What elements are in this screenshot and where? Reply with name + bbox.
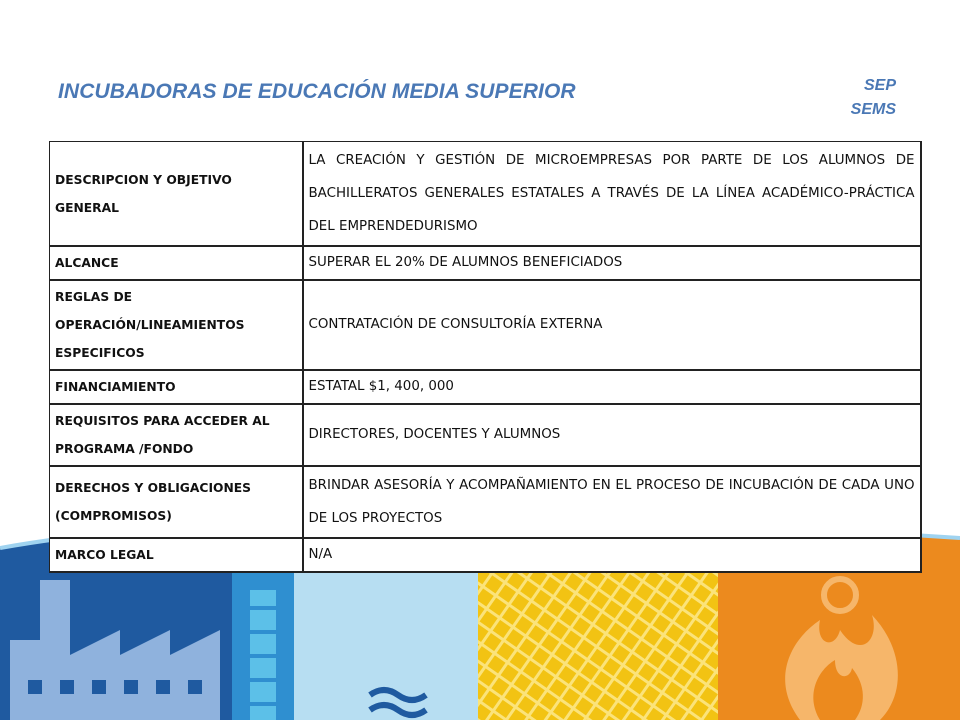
table-row (50, 404, 921, 466)
table-row (50, 280, 921, 370)
table-row (50, 466, 921, 538)
table-row (50, 142, 921, 247)
page-title: INCUBADORAS DE EDUCACIÓN MEDIA SUPERIOR (58, 80, 576, 103)
row-label: FINANCIAMIENTO (50, 370, 303, 404)
org-label (851, 74, 896, 122)
row-label: ALCANCE (50, 246, 303, 280)
row-label: DESCRIPCION Y OBJETIVO GENERAL (50, 142, 303, 247)
row-value: SUPERAR EL 20% DE ALUMNOS BENEFICIADOS (303, 246, 921, 280)
row-value: N/A (303, 538, 921, 572)
row-label: MARCO LEGAL (50, 538, 303, 572)
program-info-table (49, 141, 922, 573)
table-row (50, 370, 921, 404)
row-label: REQUISITOS PARA ACCEDER AL PROGRAMA /FONDO (50, 404, 303, 466)
row-value: DIRECTORES, DOCENTES Y ALUMNOS (303, 404, 921, 466)
table-row (50, 246, 921, 280)
row-label: REGLAS DE OPERACIÓN/LINEAMIENTOS ESPECIFICOS (50, 280, 303, 370)
row-value: CONTRATACIÓN DE CONSULTORÍA EXTERNA (303, 280, 921, 370)
row-value: BRINDAR ASESORÍA Y ACOMPAÑAMIENTO EN EL PROCESO DE INCUBACIÓN DE CADA UNO DE LOS PROYECTOS (303, 466, 921, 538)
table-row (50, 538, 921, 572)
row-value: LA CREACIÓN Y GESTIÓN DE MICROEMPRESAS POR PARTE DE LOS ALUMNOS DE BACHILLERATOS GENERALES ESTATALES A TRAVÉS DE LA LÍNEA ACADÉMICO-PRÁCTICA DEL EMPRENDEDURISMO (303, 142, 921, 247)
org-line-sems: SEMS (850, 101, 896, 118)
row-value: ESTATAL $1, 400, 000 (303, 370, 921, 404)
org-line-sep: SEP (863, 77, 896, 94)
row-label: DERECHOS Y OBLIGACIONES (COMPROMISOS) (50, 466, 303, 538)
